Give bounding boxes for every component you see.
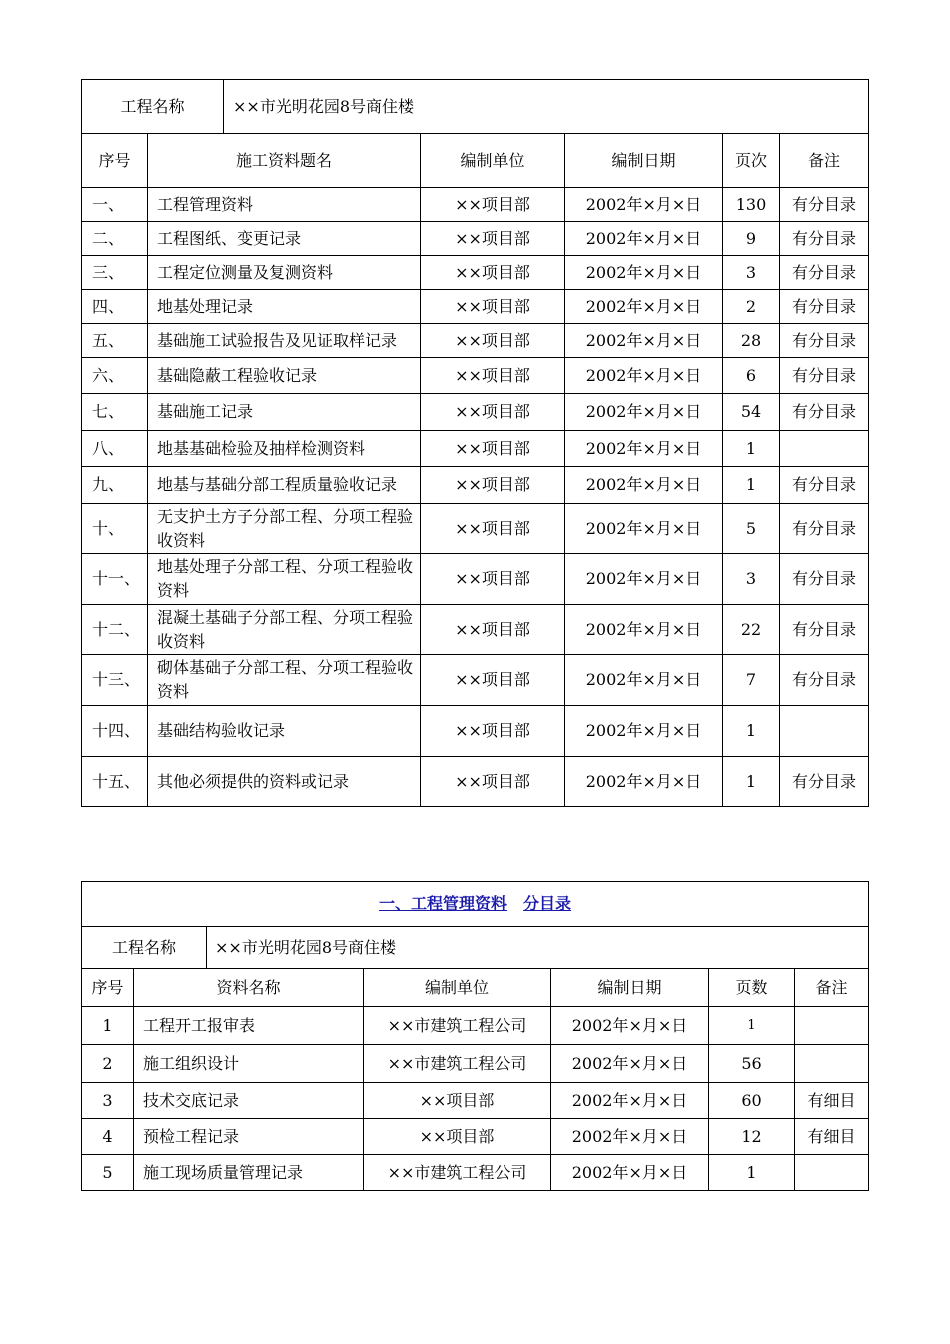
row-seq: 六、 bbox=[82, 358, 148, 394]
sub-project-name-label: 工程名称 bbox=[82, 927, 207, 969]
row-seq: 十、 bbox=[82, 504, 148, 554]
row-pages: 12 bbox=[709, 1119, 795, 1155]
table-row bbox=[82, 290, 869, 324]
row-unit: ××项目部 bbox=[421, 757, 565, 807]
project-name-label: 工程名称 bbox=[82, 80, 224, 134]
row-remarks bbox=[795, 1007, 869, 1045]
header-remarks: 备注 bbox=[780, 134, 869, 188]
row-title: 基础施工试验报告及见证取样记录 bbox=[148, 324, 421, 358]
row-unit: ××项目部 bbox=[421, 290, 565, 324]
row-name: 技术交底记录 bbox=[134, 1083, 364, 1119]
row-remarks: 有分目录 bbox=[780, 605, 869, 655]
row-unit: ××项目部 bbox=[421, 605, 565, 655]
table-row bbox=[82, 1007, 869, 1045]
row-title: 地基处理记录 bbox=[148, 290, 421, 324]
row-pages: 28 bbox=[723, 324, 780, 358]
row-pages: 1 bbox=[723, 757, 780, 807]
row-date: 2002年×月×日 bbox=[565, 290, 723, 324]
header-date: 编制日期 bbox=[565, 134, 723, 188]
row-seq: 八、 bbox=[82, 431, 148, 467]
row-pages: 22 bbox=[723, 605, 780, 655]
row-seq: 2 bbox=[82, 1045, 134, 1083]
row-seq: 5 bbox=[82, 1155, 134, 1191]
row-pages: 7 bbox=[723, 655, 780, 706]
row-seq: 1 bbox=[82, 1007, 134, 1045]
row-unit: ××项目部 bbox=[421, 324, 565, 358]
sub-header-remarks: 备注 bbox=[795, 969, 869, 1007]
row-remarks bbox=[780, 431, 869, 467]
table-row bbox=[82, 324, 869, 358]
row-remarks: 有分目录 bbox=[780, 655, 869, 706]
row-seq: 3 bbox=[82, 1083, 134, 1119]
row-name: 施工组织设计 bbox=[134, 1045, 364, 1083]
row-name: 施工现场质量管理记录 bbox=[134, 1155, 364, 1191]
row-remarks: 有细目 bbox=[795, 1083, 869, 1119]
row-unit: ××项目部 bbox=[421, 706, 565, 757]
row-unit: ××项目部 bbox=[364, 1119, 551, 1155]
table-row bbox=[82, 1155, 869, 1191]
row-seq: 九、 bbox=[82, 467, 148, 504]
row-pages: 5 bbox=[723, 504, 780, 554]
row-date: 2002年×月×日 bbox=[565, 554, 723, 605]
table-row bbox=[82, 1119, 869, 1155]
table-row bbox=[82, 394, 869, 431]
row-remarks: 有分目录 bbox=[780, 324, 869, 358]
row-remarks bbox=[780, 706, 869, 757]
table-row bbox=[82, 188, 869, 222]
row-pages: 1 bbox=[709, 1155, 795, 1191]
row-remarks: 有细目 bbox=[795, 1119, 869, 1155]
row-date: 2002年×月×日 bbox=[565, 222, 723, 256]
header-title: 施工资料题名 bbox=[148, 134, 421, 188]
row-seq: 4 bbox=[82, 1119, 134, 1155]
row-name: 预检工程记录 bbox=[134, 1119, 364, 1155]
row-date: 2002年×月×日 bbox=[565, 431, 723, 467]
row-remarks: 有分目录 bbox=[780, 394, 869, 431]
row-seq: 一、 bbox=[82, 188, 148, 222]
table-row bbox=[82, 467, 869, 504]
row-title: 其他必须提供的资料或记录 bbox=[148, 757, 421, 807]
row-date: 2002年×月×日 bbox=[551, 1007, 709, 1045]
sub-project-name-row bbox=[82, 927, 869, 969]
row-remarks: 有分目录 bbox=[780, 222, 869, 256]
row-date: 2002年×月×日 bbox=[565, 504, 723, 554]
table-row bbox=[82, 431, 869, 467]
row-title: 工程管理资料 bbox=[148, 188, 421, 222]
header-unit: 编制单位 bbox=[421, 134, 565, 188]
row-date: 2002年×月×日 bbox=[565, 188, 723, 222]
row-remarks: 有分目录 bbox=[780, 358, 869, 394]
row-name: 工程开工报审表 bbox=[134, 1007, 364, 1045]
row-date: 2002年×月×日 bbox=[565, 256, 723, 290]
sub-header-name: 资料名称 bbox=[134, 969, 364, 1007]
sub-header-date: 编制日期 bbox=[551, 969, 709, 1007]
table-row bbox=[82, 605, 869, 655]
row-unit: ××市建筑工程公司 bbox=[364, 1155, 551, 1191]
row-date: 2002年×月×日 bbox=[565, 394, 723, 431]
sub-header-seq: 序号 bbox=[82, 969, 134, 1007]
row-unit: ××项目部 bbox=[421, 256, 565, 290]
row-remarks bbox=[795, 1155, 869, 1191]
row-seq: 四、 bbox=[82, 290, 148, 324]
row-date: 2002年×月×日 bbox=[565, 655, 723, 706]
table-row bbox=[82, 706, 869, 757]
row-remarks: 有分目录 bbox=[780, 554, 869, 605]
sub-title-main: 一、工程管理资料 bbox=[379, 894, 508, 913]
row-date: 2002年×月×日 bbox=[565, 467, 723, 504]
row-remarks bbox=[795, 1045, 869, 1083]
row-title: 基础结构验收记录 bbox=[148, 706, 421, 757]
table-row bbox=[82, 757, 869, 807]
row-unit: ××项目部 bbox=[421, 655, 565, 706]
row-title: 地基基础检验及抽样检测资料 bbox=[148, 431, 421, 467]
row-remarks: 有分目录 bbox=[780, 290, 869, 324]
row-unit: ××项目部 bbox=[421, 554, 565, 605]
row-date: 2002年×月×日 bbox=[565, 757, 723, 807]
row-seq: 七、 bbox=[82, 394, 148, 431]
row-title: 工程定位测量及复测资料 bbox=[148, 256, 421, 290]
row-date: 2002年×月×日 bbox=[551, 1119, 709, 1155]
row-date: 2002年×月×日 bbox=[551, 1045, 709, 1083]
row-title: 基础施工记录 bbox=[148, 394, 421, 431]
row-date: 2002年×月×日 bbox=[565, 706, 723, 757]
table-row bbox=[82, 256, 869, 290]
row-date: 2002年×月×日 bbox=[551, 1155, 709, 1191]
row-remarks: 有分目录 bbox=[780, 188, 869, 222]
row-pages: 1 bbox=[709, 1007, 795, 1045]
sub-title-row bbox=[82, 882, 869, 927]
row-title: 基础隐蔽工程验收记录 bbox=[148, 358, 421, 394]
row-pages: 1 bbox=[723, 706, 780, 757]
table-row bbox=[82, 358, 869, 394]
table-row bbox=[82, 504, 869, 554]
table-row bbox=[82, 554, 869, 605]
project-name-value: ××市光明花园8号商住楼 bbox=[224, 80, 869, 134]
row-title: 混凝土基础子分部工程、分项工程验收资料 bbox=[148, 605, 421, 655]
main-index-table bbox=[81, 79, 869, 807]
row-pages: 6 bbox=[723, 358, 780, 394]
row-pages: 54 bbox=[723, 394, 780, 431]
row-seq: 十五、 bbox=[82, 757, 148, 807]
table-row bbox=[82, 655, 869, 706]
sub-index-title bbox=[82, 882, 869, 927]
row-seq: 三、 bbox=[82, 256, 148, 290]
row-unit: ××项目部 bbox=[421, 394, 565, 431]
sub-header-row bbox=[82, 969, 869, 1007]
row-remarks: 有分目录 bbox=[780, 256, 869, 290]
table-row bbox=[82, 1045, 869, 1083]
row-seq: 十一、 bbox=[82, 554, 148, 605]
row-title: 无支护土方子分部工程、分项工程验收资料 bbox=[148, 504, 421, 554]
row-unit: ××项目部 bbox=[364, 1083, 551, 1119]
row-remarks: 有分目录 bbox=[780, 467, 869, 504]
table-row bbox=[82, 1083, 869, 1119]
row-unit: ××项目部 bbox=[421, 467, 565, 504]
header-seq: 序号 bbox=[82, 134, 148, 188]
row-unit: ××项目部 bbox=[421, 431, 565, 467]
row-unit: ××市建筑工程公司 bbox=[364, 1045, 551, 1083]
row-seq: 二、 bbox=[82, 222, 148, 256]
row-pages: 1 bbox=[723, 467, 780, 504]
row-title: 砌体基础子分部工程、分项工程验收资料 bbox=[148, 655, 421, 706]
row-remarks: 有分目录 bbox=[780, 504, 869, 554]
row-unit: ××市建筑工程公司 bbox=[364, 1007, 551, 1045]
row-unit: ××项目部 bbox=[421, 222, 565, 256]
row-title: 工程图纸、变更记录 bbox=[148, 222, 421, 256]
row-pages: 9 bbox=[723, 222, 780, 256]
row-seq: 十四、 bbox=[82, 706, 148, 757]
row-title: 地基与基础分部工程质量验收记录 bbox=[148, 467, 421, 504]
row-seq: 十二、 bbox=[82, 605, 148, 655]
row-date: 2002年×月×日 bbox=[551, 1083, 709, 1119]
header-pages: 页次 bbox=[723, 134, 780, 188]
sub-project-name-value: ××市光明花园8号商住楼 bbox=[207, 927, 869, 969]
row-date: 2002年×月×日 bbox=[565, 358, 723, 394]
row-unit: ××项目部 bbox=[421, 188, 565, 222]
row-unit: ××项目部 bbox=[421, 358, 565, 394]
sub-index-table bbox=[81, 881, 869, 1191]
row-unit: ××项目部 bbox=[421, 504, 565, 554]
row-title: 地基处理子分部工程、分项工程验收资料 bbox=[148, 554, 421, 605]
row-pages: 2 bbox=[723, 290, 780, 324]
sub-header-pages: 页数 bbox=[709, 969, 795, 1007]
row-seq: 五、 bbox=[82, 324, 148, 358]
sub-header-unit: 编制单位 bbox=[364, 969, 551, 1007]
project-name-row bbox=[82, 80, 869, 134]
row-remarks: 有分目录 bbox=[780, 757, 869, 807]
row-date: 2002年×月×日 bbox=[565, 324, 723, 358]
row-date: 2002年×月×日 bbox=[565, 605, 723, 655]
row-pages: 60 bbox=[709, 1083, 795, 1119]
row-pages: 1 bbox=[723, 431, 780, 467]
row-seq: 十三、 bbox=[82, 655, 148, 706]
header-row bbox=[82, 134, 869, 188]
row-pages: 56 bbox=[709, 1045, 795, 1083]
row-pages: 3 bbox=[723, 554, 780, 605]
table-row bbox=[82, 222, 869, 256]
row-pages: 130 bbox=[723, 188, 780, 222]
row-pages: 3 bbox=[723, 256, 780, 290]
sub-title-suffix: 分目录 bbox=[523, 894, 572, 913]
